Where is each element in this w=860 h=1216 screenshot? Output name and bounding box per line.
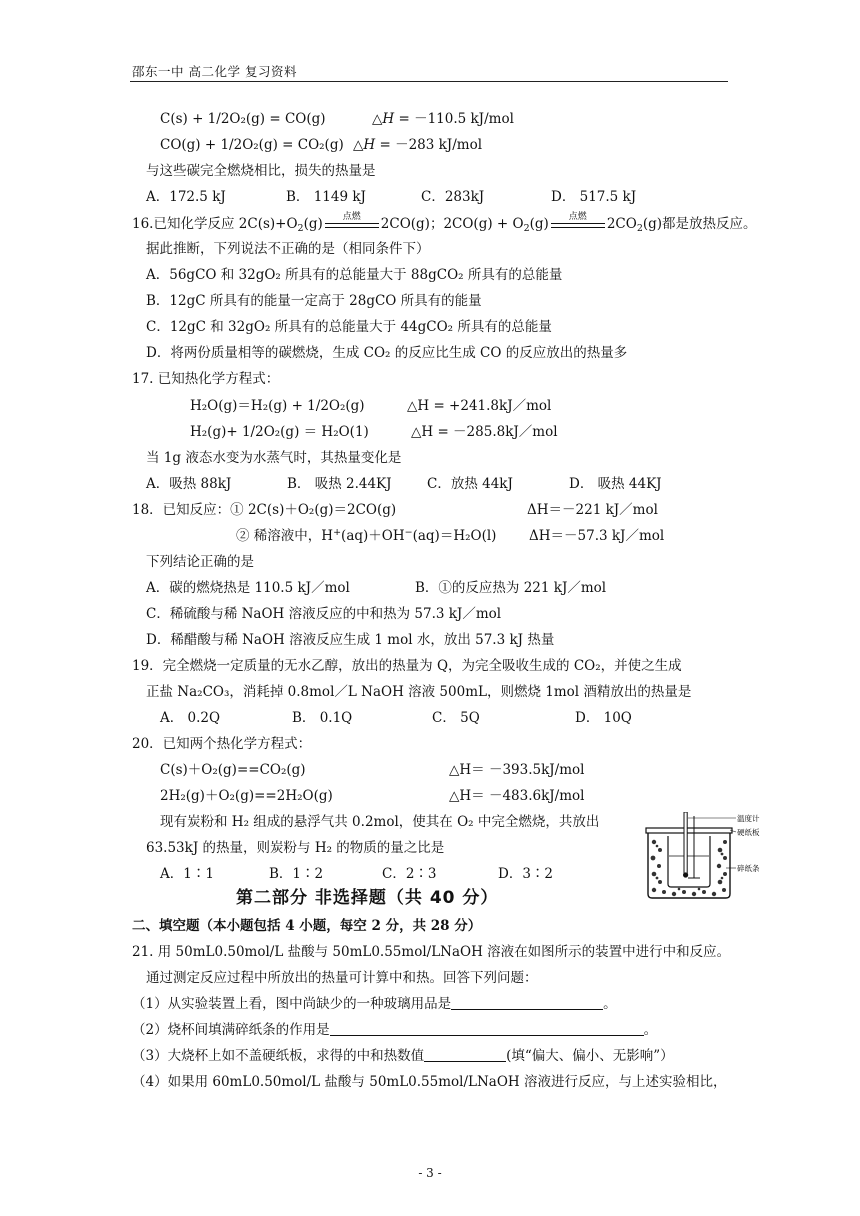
q18-option-a: A．碳的燃烧热是 110.5 kJ／mol xyxy=(146,580,350,596)
q18-dh-2: ΔH＝－57.3 kJ／mol xyxy=(529,528,665,544)
figure-label-thermometer: 温度计 xyxy=(737,814,760,823)
answer-blank-2[interactable] xyxy=(330,1022,644,1036)
q17-question: 当 1g 液态水变为水蒸气时，其热量变化是 xyxy=(146,450,402,466)
q21-part-4: （4）如果用 60mL0.50mol/L 盐酸与 50mL0.55mol/LNaOH 溶液进行反应，与上述实验相比， xyxy=(132,1074,727,1090)
q15-equation-2: CO(g) + 1/2O₂(g) = CO₂(g) xyxy=(160,137,344,153)
q21-part-3: （3）大烧杯上如不盖硬纸板，求得的中和热数值 (填“偏大、偏小、无影响”） xyxy=(132,1048,674,1064)
calorimeter-figure xyxy=(640,812,770,900)
q18-option-c: C．稀硫酸与稀 NaOH 溶液反应的中和热为 57.3 kJ／mol xyxy=(146,606,502,622)
part-two-title: 第二部分 非选择题（共 40 分） xyxy=(236,888,499,908)
q15-option-a: A．172.5 kJ xyxy=(146,189,226,205)
q15-option-b: B． 1149 kJ xyxy=(286,189,366,205)
q20-option-c: C．2∶3 xyxy=(382,866,437,882)
q16-stem: 16.已知化学反应 $2C(s)+O_2(g)$ 点燃 2CO(g)；$2CO(g) + O_2(g)$ 点燃 $2CO_2(g)$都是放热反应。 xyxy=(132,212,757,234)
q19-option-b: B． 0.1Q xyxy=(292,710,353,726)
q15-dh-1: △H = －110.5 kJ/mol xyxy=(372,111,514,127)
reaction-arrow-2: 点燃 xyxy=(549,214,607,232)
q17-option-b: B． 吸热 2.44KJ xyxy=(287,476,392,492)
page-number: - 3 - xyxy=(418,1166,442,1180)
q21-part-1: （1）从实验装置上看，图中尚缺少的一种玻璃用品是 。 xyxy=(132,996,617,1012)
q19-option-d: D． 10Q xyxy=(575,710,632,726)
reaction-arrow-1: 点燃 xyxy=(323,214,381,232)
q18-option-b: B．①的反应热为 221 kJ／mol xyxy=(415,580,607,596)
q20-dh-2: △H＝ －483.6kJ/mol xyxy=(449,788,585,804)
q20-line-2: 63.53kJ 的热量，则炭粉与 H₂ 的物质的量之比是 xyxy=(146,840,445,856)
q20-dh-1: △H＝ －393.5kJ/mol xyxy=(449,762,585,778)
q20-title: 20．已知两个热化学方程式： xyxy=(132,736,312,752)
answer-blank-1[interactable] xyxy=(451,996,603,1010)
figure-label-hardboard: 硬纸板 xyxy=(737,828,760,837)
q17-option-a: A．吸热 88kJ xyxy=(146,476,232,492)
q17-equation-2: H₂(g)+ 1/2O₂(g) ＝ H₂O(1) xyxy=(190,424,369,440)
q20-line-1: 现有炭粉和 H₂ 组成的悬浮气共 0.2mol，使其在 O₂ 中完全燃烧，共放出 xyxy=(160,814,600,830)
header-rule xyxy=(130,81,728,82)
q15-question: 与这些碳完全燃烧相比，损失的热量是 xyxy=(146,163,376,179)
q20-option-a: A．1∶1 xyxy=(160,866,214,882)
section-two-heading: 二、填空题（本小题包括 4 小题，每空 2 分，共 28 分） xyxy=(132,918,482,934)
q20-equation-2: 2H₂(g)＋O₂(g)==2H₂O(g) xyxy=(160,788,333,804)
q17-dh-2: △H = －285.8kJ／mol xyxy=(411,424,558,440)
q18-dh-1: ΔH＝－221 kJ／mol xyxy=(527,502,658,518)
q15-option-d: D． 517.5 kJ xyxy=(551,189,637,205)
q15-equation-1: C(s) + 1/2O₂(g) = CO(g) xyxy=(160,111,326,127)
q16-option-d: D．将两份质量相等的碳燃烧，生成 CO₂ 的反应比生成 CO 的反应放出的热量多 xyxy=(146,345,628,361)
q20-equation-1: C(s)＋O₂(g)==CO₂(g) xyxy=(160,762,306,778)
q15-dh-2: △H = －283 kJ/mol xyxy=(353,137,483,153)
q16-option-c: C．12gC 和 32gO₂ 所具有的总能量大于 44gCO₂ 所具有的总能量 xyxy=(146,319,552,335)
q16-option-b: B．12gC 所具有的能量一定高于 28gCO 所具有的能量 xyxy=(146,293,482,309)
page-header: 邵东一中 高二化学 复习资料 xyxy=(132,64,297,79)
q18-question: 下列结论正确的是 xyxy=(146,554,254,570)
q21-part-2: （2）烧杯间填满碎纸条的作用是 。 xyxy=(132,1022,658,1038)
q21-line-1: 21. 用 50mL0.50mol/L 盐酸与 50mL0.55mol/LNaOH 溶液在如图所示的装置中进行中和反应。 xyxy=(132,944,731,960)
q17-title: 17. 已知热化学方程式： xyxy=(132,371,280,387)
q18-option-d: D．稀醋酸与稀 NaOH 溶液反应生成 1 mol 水，放出 57.3 kJ 热量 xyxy=(146,632,555,648)
q20-option-b: B．1∶2 xyxy=(269,866,324,882)
q16-option-a: A．56gCO 和 32gO₂ 所具有的总能量大于 88gCO₂ 所具有的总能量 xyxy=(146,267,563,283)
q19-line-2: 正盐 Na₂CO₃，消耗掉 0.8mol／L NaOH 溶液 500mL，则燃烧 1mol 酒精放出的热量是 xyxy=(146,684,692,700)
q19-option-c: C． 5Q xyxy=(432,710,480,726)
q18-title: 18．已知反应：① 2C(s)＋O₂(g)＝2CO(g) xyxy=(132,502,397,518)
answer-blank-3[interactable] xyxy=(424,1048,506,1062)
q20-option-d: D．3∶2 xyxy=(498,866,554,882)
figure-label-paper-scraps: 碎纸条 xyxy=(737,864,760,873)
q19-option-a: A． 0.2Q xyxy=(160,710,221,726)
q17-option-c: C．放热 44kJ xyxy=(427,476,513,492)
q15-option-c: C．283kJ xyxy=(421,189,485,205)
q17-dh-1: △H = +241.8kJ／mol xyxy=(407,398,552,414)
q16-line-2: 据此推断，下列说法不正确的是（相同条件下） xyxy=(146,241,430,257)
q18-reaction-2: ② 稀溶液中，H+(aq)＋OH−(aq)＝H₂O(l) xyxy=(236,527,497,544)
q19-line-1: 19．完全燃烧一定质量的无水乙醇，放出的热量为 Q，为完全吸收生成的 CO₂，并使之生成 xyxy=(132,658,682,674)
q17-option-d: D． 吸热 44KJ xyxy=(569,476,662,492)
q21-line-2: 通过测定反应过程中所放出的热量可计算中和热。回答下列问题： xyxy=(146,970,538,986)
q17-equation-1: H₂O(g)＝H₂(g) + 1/2O₂(g) xyxy=(190,398,365,414)
